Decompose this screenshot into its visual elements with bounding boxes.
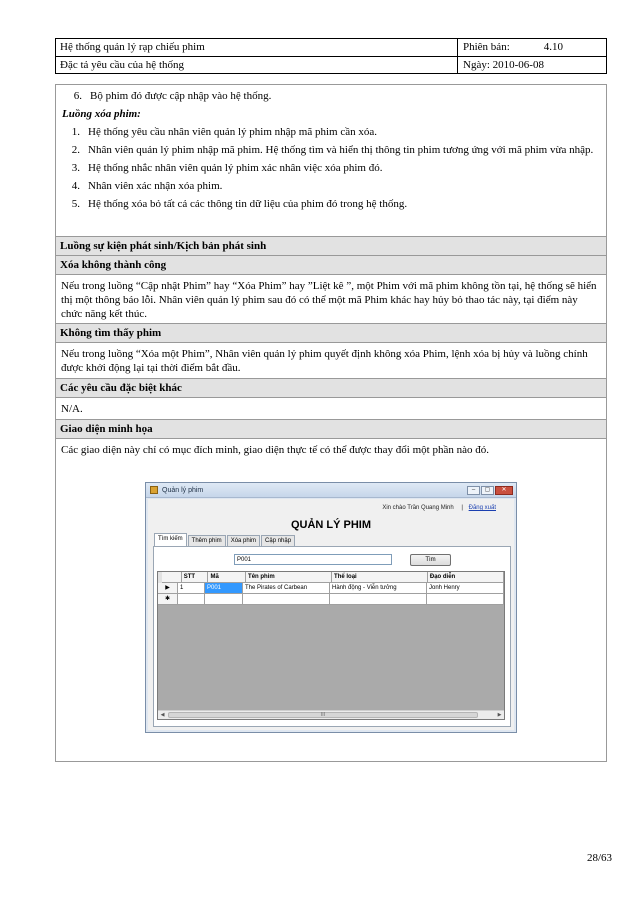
search-tab-page (153, 546, 511, 727)
cell-dao-dien[interactable]: Jonh Henry (427, 583, 504, 594)
close-icon[interactable]: ✕ (495, 486, 513, 495)
window-titlebar (146, 483, 516, 498)
tab-delete-movie[interactable]: Xóa phim (227, 535, 260, 546)
movie-management-window (145, 482, 517, 733)
version-value: 4.10 (543, 41, 563, 53)
tab-search[interactable]: Tìm kiếm (154, 533, 187, 546)
app-icon (150, 486, 158, 494)
not-found-heading: Không tìm thấy phim (56, 324, 606, 343)
window-title: Quản lý phim (162, 486, 204, 494)
horizontal-scrollbar[interactable] (158, 710, 504, 719)
version-label: Phiên bản: (463, 41, 510, 53)
grid-header (158, 572, 504, 583)
new-cell-the-loai[interactable] (330, 594, 427, 605)
ui-illustration-text: Các giao diện này chỉ có mục đích minh, giao diện thực tế có thể được thay đổi một phần nào đó. (61, 444, 489, 456)
minimize-icon[interactable]: – (467, 486, 480, 495)
new-cell-stt[interactable] (178, 594, 205, 605)
list-item: 2. Nhân viên quản lý phim nhập mã phim. Hệ thống tìm và hiển thị thông tin phim tương ứng với mã phim vừa nhập. (71, 144, 594, 156)
special-requirements-heading: Các yêu cầu đặc biệt khác (56, 379, 606, 398)
logout-link[interactable]: Đăng xuất (468, 505, 496, 511)
scroll-left-icon[interactable]: ◀ (160, 712, 165, 718)
list-item: 4. Nhân viên xác nhận xóa phim. (71, 180, 223, 192)
row-header-corner (162, 572, 182, 583)
search-button[interactable]: Tìm (410, 554, 451, 566)
ui-illustration-heading: Giao diện minh họa (56, 420, 606, 439)
delete-flow-title: Luồng xóa phim: (62, 108, 141, 120)
alt-flow-heading: Luồng sự kiện phát sinh/Kịch bản phát sinh (56, 237, 606, 256)
cell-the-loai[interactable]: Hành động - Viễn tưởng (330, 583, 427, 594)
col-dao-dien[interactable]: Đạo diễn (428, 572, 504, 583)
cell-ten-phim[interactable]: The Pirates of Carbean (243, 583, 330, 594)
col-stt[interactable]: STT (182, 572, 209, 583)
list-item: 5. Hệ thống xóa bỏ tất cả các thông tin dữ liệu của phim đó trong hệ thống. (71, 198, 408, 210)
scroll-right-icon[interactable]: ▶ (497, 712, 502, 718)
system-name: Hệ thống quản lý rạp chiếu phim (56, 39, 458, 56)
delete-fail-text: Nếu trong luồng “Cập nhật Phim” hay “Xóa Phim” hay ”Liệt kê ”, một Phim với mã phim không tồn tại, hệ thống sẽ hiển thị một thông báo lỗi. Nhân viên quản lý phim sau đó có thể một mã Phim khác hay hủy bỏ thao tác này, tại điểm này chức năng kết thúc. (56, 275, 606, 324)
search-input[interactable]: P001 (234, 554, 392, 565)
delete-flow-section (56, 85, 606, 237)
not-found-text: Nếu trong luồng “Xóa một Phim”, Nhân viên quản lý phim quyết định không xóa Phim, lệnh xóa bị hủy và luồng chính được khởi động lại tại thời điểm bắt đầu. (56, 343, 606, 379)
welcome-text: Xin chào Trần Quang Minh (382, 505, 454, 511)
new-cell-ma[interactable] (205, 594, 243, 605)
special-requirements-text: N/A. (56, 398, 606, 420)
page-number: 28/63 (586, 852, 612, 864)
window-client-area (148, 499, 514, 730)
table-row[interactable] (158, 583, 504, 594)
list-item: 3. Hệ thống nhắc nhân viên quản lý phim xác nhân việc xóa phim đó. (71, 162, 383, 174)
col-the-loai[interactable]: Thể loại (332, 572, 428, 583)
document-title: Đặc tả yêu cầu của hệ thống (56, 57, 458, 73)
new-cell-ten-phim[interactable] (243, 594, 330, 605)
tab-strip (154, 535, 296, 546)
document-date: Ngày: 2010-06-08 (463, 59, 544, 71)
maximize-icon[interactable]: ▢ (481, 486, 494, 495)
movies-grid (157, 571, 505, 720)
tab-add-movie[interactable]: Thêm phim (188, 535, 226, 546)
tab-update[interactable]: Cập nhập (261, 535, 295, 546)
new-cell-dao-dien[interactable] (427, 594, 504, 605)
delete-fail-heading: Xóa không thành công (56, 256, 606, 275)
cell-ma[interactable]: P001 (205, 583, 243, 594)
row-selected-marker[interactable]: ▶ (158, 583, 178, 594)
scroll-thumb[interactable]: III (168, 712, 478, 718)
col-ma[interactable]: Mã (208, 572, 246, 583)
list-item: 6. Bộ phim đó được cập nhập vào hệ thống. (73, 90, 272, 102)
separator: | (461, 505, 463, 511)
welcome-bar (382, 505, 496, 511)
new-row-marker[interactable]: ✱ (158, 594, 178, 605)
col-ten-phim[interactable]: Tên phim (246, 572, 332, 583)
document-header (55, 38, 607, 74)
app-title: QUẢN LÝ PHIM (290, 519, 372, 531)
cell-stt[interactable]: 1 (178, 583, 205, 594)
new-row[interactable] (158, 594, 504, 605)
list-item: 1. Hệ thống yêu cầu nhân viên quản lý phim nhập mã phim cần xóa. (71, 126, 377, 138)
